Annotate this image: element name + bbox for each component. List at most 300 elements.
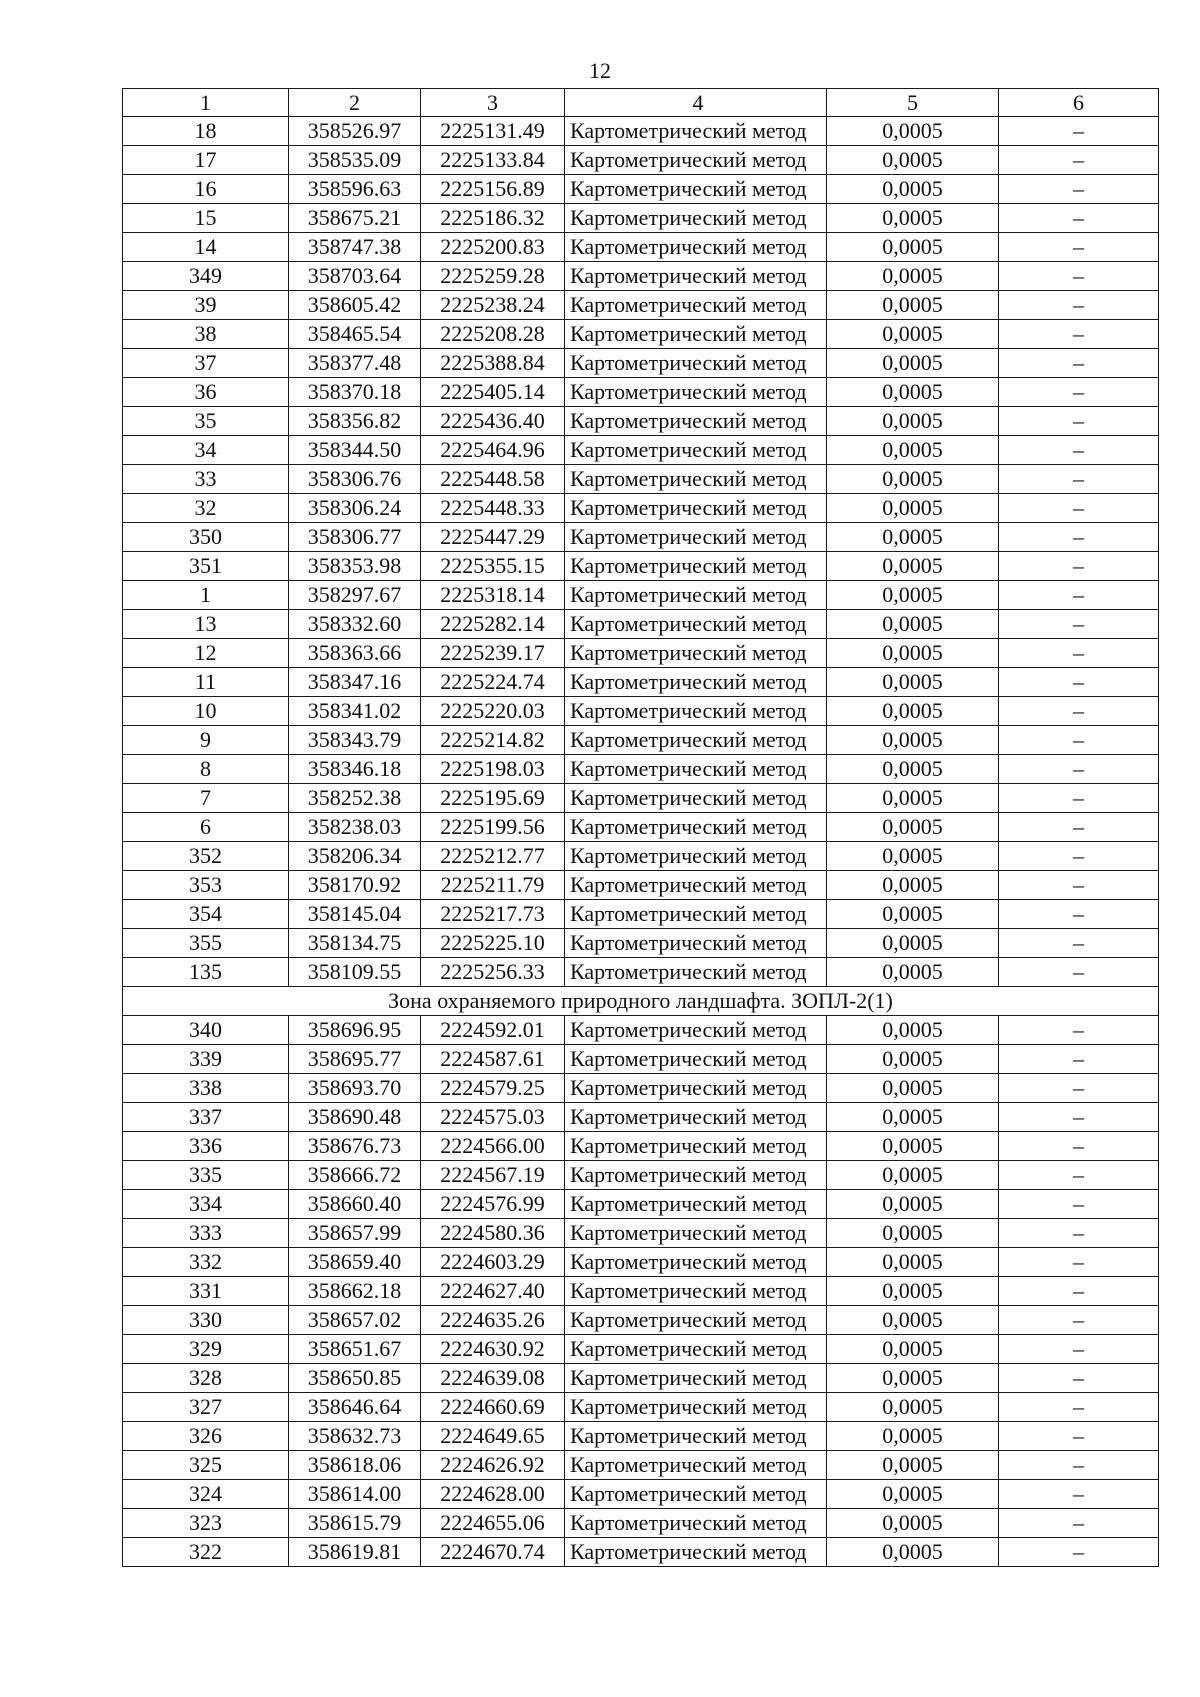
table-row (123, 1016, 1159, 1045)
column-header-3: 3 (421, 89, 565, 117)
method-cell: Картометрический метод (565, 1161, 827, 1190)
note-cell: – (999, 1335, 1159, 1364)
accuracy-cell: 0,0005 (827, 958, 999, 987)
method-cell: Картометрический метод (565, 1422, 827, 1451)
point-number-cell: 33 (123, 465, 289, 494)
column-header-6: 6 (999, 89, 1159, 117)
x-coordinate-cell: 358675.21 (289, 204, 421, 233)
table-row (123, 204, 1159, 233)
accuracy-cell: 0,0005 (827, 494, 999, 523)
table-body (123, 117, 1159, 1567)
x-coordinate-cell: 358238.03 (289, 813, 421, 842)
table-row (123, 494, 1159, 523)
y-coordinate-cell: 2224580.36 (421, 1219, 565, 1248)
x-coordinate-cell: 358605.42 (289, 291, 421, 320)
point-number-cell: 335 (123, 1161, 289, 1190)
point-number-cell: 355 (123, 929, 289, 958)
y-coordinate-cell: 2225131.49 (421, 117, 565, 146)
table-row (123, 1103, 1159, 1132)
x-coordinate-cell: 358651.67 (289, 1335, 421, 1364)
table-row (123, 175, 1159, 204)
accuracy-cell: 0,0005 (827, 1393, 999, 1422)
accuracy-cell: 0,0005 (827, 407, 999, 436)
method-cell: Картометрический метод (565, 291, 827, 320)
method-cell: Картометрический метод (565, 1364, 827, 1393)
note-cell: – (999, 1538, 1159, 1567)
y-coordinate-cell: 2225186.32 (421, 204, 565, 233)
method-cell: Картометрический метод (565, 1393, 827, 1422)
x-coordinate-cell: 358343.79 (289, 726, 421, 755)
point-number-cell: 13 (123, 610, 289, 639)
y-coordinate-cell: 2225464.96 (421, 436, 565, 465)
accuracy-cell: 0,0005 (827, 1190, 999, 1219)
point-number-cell: 330 (123, 1306, 289, 1335)
note-cell: – (999, 407, 1159, 436)
note-cell: – (999, 1393, 1159, 1422)
method-cell: Картометрический метод (565, 465, 827, 494)
accuracy-cell: 0,0005 (827, 378, 999, 407)
y-coordinate-cell: 2225133.84 (421, 146, 565, 175)
y-coordinate-cell: 2224628.00 (421, 1480, 565, 1509)
y-coordinate-cell: 2225447.29 (421, 523, 565, 552)
x-coordinate-cell: 358306.24 (289, 494, 421, 523)
accuracy-cell: 0,0005 (827, 320, 999, 349)
method-cell: Картометрический метод (565, 784, 827, 813)
x-coordinate-cell: 358346.18 (289, 755, 421, 784)
point-number-cell: 1 (123, 581, 289, 610)
accuracy-cell: 0,0005 (827, 610, 999, 639)
note-cell: – (999, 378, 1159, 407)
point-number-cell: 38 (123, 320, 289, 349)
method-cell: Картометрический метод (565, 1335, 827, 1364)
method-cell: Картометрический метод (565, 349, 827, 378)
x-coordinate-cell: 358596.63 (289, 175, 421, 204)
x-coordinate-cell: 358662.18 (289, 1277, 421, 1306)
point-number-cell: 328 (123, 1364, 289, 1393)
table-header (123, 89, 1159, 117)
note-cell: – (999, 1509, 1159, 1538)
table-row (123, 1248, 1159, 1277)
y-coordinate-cell: 2225436.40 (421, 407, 565, 436)
accuracy-cell: 0,0005 (827, 1364, 999, 1393)
method-cell: Картометрический метод (565, 523, 827, 552)
note-cell: – (999, 726, 1159, 755)
y-coordinate-cell: 2225220.03 (421, 697, 565, 726)
x-coordinate-cell: 358618.06 (289, 1451, 421, 1480)
accuracy-cell: 0,0005 (827, 1248, 999, 1277)
table-row (123, 320, 1159, 349)
note-cell: – (999, 1451, 1159, 1480)
note-cell: – (999, 146, 1159, 175)
note-cell: – (999, 233, 1159, 262)
note-cell: – (999, 871, 1159, 900)
table-row (123, 1393, 1159, 1422)
method-cell: Картометрический метод (565, 320, 827, 349)
accuracy-cell: 0,0005 (827, 1045, 999, 1074)
note-cell: – (999, 1016, 1159, 1045)
table-row (123, 1161, 1159, 1190)
note-cell: – (999, 813, 1159, 842)
note-cell: – (999, 1306, 1159, 1335)
x-coordinate-cell: 358695.77 (289, 1045, 421, 1074)
point-number-cell: 324 (123, 1480, 289, 1509)
point-number-cell: 16 (123, 175, 289, 204)
accuracy-cell: 0,0005 (827, 175, 999, 204)
y-coordinate-cell: 2224579.25 (421, 1074, 565, 1103)
x-coordinate-cell: 358306.76 (289, 465, 421, 494)
x-coordinate-cell: 358696.95 (289, 1016, 421, 1045)
table-row (123, 1335, 1159, 1364)
accuracy-cell: 0,0005 (827, 581, 999, 610)
x-coordinate-cell: 358535.09 (289, 146, 421, 175)
point-number-cell: 329 (123, 1335, 289, 1364)
point-number-cell: 322 (123, 1538, 289, 1567)
y-coordinate-cell: 2224567.19 (421, 1161, 565, 1190)
accuracy-cell: 0,0005 (827, 1306, 999, 1335)
note-cell: – (999, 320, 1159, 349)
y-coordinate-cell: 2225156.89 (421, 175, 565, 204)
table-row (123, 726, 1159, 755)
method-cell: Картометрический метод (565, 813, 827, 842)
method-cell: Картометрический метод (565, 697, 827, 726)
note-cell: – (999, 1161, 1159, 1190)
y-coordinate-cell: 2225208.28 (421, 320, 565, 349)
note-cell: – (999, 494, 1159, 523)
x-coordinate-cell: 358666.72 (289, 1161, 421, 1190)
table-row (123, 668, 1159, 697)
table-row (123, 784, 1159, 813)
y-coordinate-cell: 2224592.01 (421, 1016, 565, 1045)
section-row (123, 987, 1159, 1016)
point-number-cell: 332 (123, 1248, 289, 1277)
table-row (123, 1074, 1159, 1103)
x-coordinate-cell: 358109.55 (289, 958, 421, 987)
column-header-5: 5 (827, 89, 999, 117)
table-row (123, 1132, 1159, 1161)
method-cell: Картометрический метод (565, 494, 827, 523)
table-row (123, 958, 1159, 987)
accuracy-cell: 0,0005 (827, 697, 999, 726)
table-row (123, 1045, 1159, 1074)
table-row (123, 610, 1159, 639)
y-coordinate-cell: 2225448.58 (421, 465, 565, 494)
point-number-cell: 10 (123, 697, 289, 726)
accuracy-cell: 0,0005 (827, 1538, 999, 1567)
note-cell: – (999, 1422, 1159, 1451)
point-number-cell: 337 (123, 1103, 289, 1132)
note-cell: – (999, 175, 1159, 204)
accuracy-cell: 0,0005 (827, 1016, 999, 1045)
point-number-cell: 6 (123, 813, 289, 842)
y-coordinate-cell: 2225388.84 (421, 349, 565, 378)
y-coordinate-cell: 2224575.03 (421, 1103, 565, 1132)
accuracy-cell: 0,0005 (827, 349, 999, 378)
section-title: Зона охраняемого природного ландшафта. ЗОПЛ-2(1) (123, 987, 1159, 1016)
point-number-cell: 339 (123, 1045, 289, 1074)
method-cell: Картометрический метод (565, 1451, 827, 1480)
point-number-cell: 327 (123, 1393, 289, 1422)
x-coordinate-cell: 358377.48 (289, 349, 421, 378)
x-coordinate-cell: 358690.48 (289, 1103, 421, 1132)
table-row (123, 929, 1159, 958)
point-number-cell: 334 (123, 1190, 289, 1219)
table-row (123, 813, 1159, 842)
method-cell: Картометрический метод (565, 958, 827, 987)
point-number-cell: 34 (123, 436, 289, 465)
table-row (123, 1480, 1159, 1509)
y-coordinate-cell: 2225238.24 (421, 291, 565, 320)
method-cell: Картометрический метод (565, 581, 827, 610)
page-number: 12 (589, 58, 611, 83)
table-row (123, 233, 1159, 262)
table-row (123, 581, 1159, 610)
note-cell: – (999, 668, 1159, 697)
point-number-cell: 8 (123, 755, 289, 784)
accuracy-cell: 0,0005 (827, 552, 999, 581)
x-coordinate-cell: 358703.64 (289, 262, 421, 291)
x-coordinate-cell: 358660.40 (289, 1190, 421, 1219)
y-coordinate-cell: 2224649.65 (421, 1422, 565, 1451)
table-row (123, 291, 1159, 320)
header-row (123, 89, 1159, 117)
x-coordinate-cell: 358632.73 (289, 1422, 421, 1451)
accuracy-cell: 0,0005 (827, 1451, 999, 1480)
x-coordinate-cell: 358659.40 (289, 1248, 421, 1277)
point-number-cell: 331 (123, 1277, 289, 1306)
table-row (123, 436, 1159, 465)
table-row (123, 871, 1159, 900)
accuracy-cell: 0,0005 (827, 668, 999, 697)
table-row (123, 1190, 1159, 1219)
accuracy-cell: 0,0005 (827, 523, 999, 552)
x-coordinate-cell: 358341.02 (289, 697, 421, 726)
y-coordinate-cell: 2224576.99 (421, 1190, 565, 1219)
y-coordinate-cell: 2225225.10 (421, 929, 565, 958)
method-cell: Картометрический метод (565, 204, 827, 233)
method-cell: Картометрический метод (565, 1480, 827, 1509)
accuracy-cell: 0,0005 (827, 900, 999, 929)
note-cell: – (999, 784, 1159, 813)
method-cell: Картометрический метод (565, 1509, 827, 1538)
note-cell: – (999, 1277, 1159, 1306)
x-coordinate-cell: 358297.67 (289, 581, 421, 610)
column-header-2: 2 (289, 89, 421, 117)
accuracy-cell: 0,0005 (827, 813, 999, 842)
x-coordinate-cell: 358646.64 (289, 1393, 421, 1422)
point-number-cell: 15 (123, 204, 289, 233)
note-cell: – (999, 1045, 1159, 1074)
y-coordinate-cell: 2224639.08 (421, 1364, 565, 1393)
x-coordinate-cell: 358170.92 (289, 871, 421, 900)
point-number-cell: 7 (123, 784, 289, 813)
method-cell: Картометрический метод (565, 378, 827, 407)
x-coordinate-cell: 358526.97 (289, 117, 421, 146)
y-coordinate-cell: 2225212.77 (421, 842, 565, 871)
note-cell: – (999, 842, 1159, 871)
y-coordinate-cell: 2224660.69 (421, 1393, 565, 1422)
x-coordinate-cell: 358747.38 (289, 233, 421, 262)
accuracy-cell: 0,0005 (827, 842, 999, 871)
note-cell: – (999, 349, 1159, 378)
y-coordinate-cell: 2225318.14 (421, 581, 565, 610)
table-row (123, 842, 1159, 871)
method-cell: Картометрический метод (565, 1045, 827, 1074)
accuracy-cell: 0,0005 (827, 929, 999, 958)
point-number-cell: 39 (123, 291, 289, 320)
table-row (123, 1364, 1159, 1393)
note-cell: – (999, 1480, 1159, 1509)
table-row (123, 146, 1159, 175)
table-row (123, 1538, 1159, 1567)
y-coordinate-cell: 2224566.00 (421, 1132, 565, 1161)
accuracy-cell: 0,0005 (827, 1103, 999, 1132)
note-cell: – (999, 755, 1159, 784)
x-coordinate-cell: 358353.98 (289, 552, 421, 581)
accuracy-cell: 0,0005 (827, 1422, 999, 1451)
table-row (123, 1306, 1159, 1335)
accuracy-cell: 0,0005 (827, 1509, 999, 1538)
method-cell: Картометрический метод (565, 175, 827, 204)
x-coordinate-cell: 358134.75 (289, 929, 421, 958)
x-coordinate-cell: 358347.16 (289, 668, 421, 697)
y-coordinate-cell: 2225214.82 (421, 726, 565, 755)
note-cell: – (999, 204, 1159, 233)
table-row (123, 755, 1159, 784)
point-number-cell: 336 (123, 1132, 289, 1161)
note-cell: – (999, 639, 1159, 668)
y-coordinate-cell: 2225448.33 (421, 494, 565, 523)
y-coordinate-cell: 2224670.74 (421, 1538, 565, 1567)
point-number-cell: 353 (123, 871, 289, 900)
point-number-cell: 135 (123, 958, 289, 987)
point-number-cell: 18 (123, 117, 289, 146)
note-cell: – (999, 436, 1159, 465)
method-cell: Картометрический метод (565, 1219, 827, 1248)
y-coordinate-cell: 2225239.17 (421, 639, 565, 668)
table-row (123, 1422, 1159, 1451)
note-cell: – (999, 1248, 1159, 1277)
accuracy-cell: 0,0005 (827, 117, 999, 146)
column-header-1: 1 (123, 89, 289, 117)
y-coordinate-cell: 2224655.06 (421, 1509, 565, 1538)
point-number-cell: 32 (123, 494, 289, 523)
point-number-cell: 9 (123, 726, 289, 755)
x-coordinate-cell: 358657.99 (289, 1219, 421, 1248)
accuracy-cell: 0,0005 (827, 726, 999, 755)
accuracy-cell: 0,0005 (827, 1335, 999, 1364)
accuracy-cell: 0,0005 (827, 262, 999, 291)
y-coordinate-cell: 2224587.61 (421, 1045, 565, 1074)
method-cell: Картометрический метод (565, 755, 827, 784)
point-number-cell: 333 (123, 1219, 289, 1248)
accuracy-cell: 0,0005 (827, 1277, 999, 1306)
note-cell: – (999, 1219, 1159, 1248)
table-row (123, 552, 1159, 581)
y-coordinate-cell: 2224630.92 (421, 1335, 565, 1364)
x-coordinate-cell: 358356.82 (289, 407, 421, 436)
point-number-cell: 340 (123, 1016, 289, 1045)
method-cell: Картометрический метод (565, 871, 827, 900)
point-number-cell: 326 (123, 1422, 289, 1451)
point-number-cell: 325 (123, 1451, 289, 1480)
table-row (123, 523, 1159, 552)
method-cell: Картометрический метод (565, 1538, 827, 1567)
x-coordinate-cell: 358370.18 (289, 378, 421, 407)
point-number-cell: 36 (123, 378, 289, 407)
accuracy-cell: 0,0005 (827, 1132, 999, 1161)
y-coordinate-cell: 2224635.26 (421, 1306, 565, 1335)
method-cell: Картометрический метод (565, 262, 827, 291)
accuracy-cell: 0,0005 (827, 1219, 999, 1248)
column-header-4: 4 (565, 89, 827, 117)
method-cell: Картометрический метод (565, 552, 827, 581)
table-row (123, 117, 1159, 146)
accuracy-cell: 0,0005 (827, 755, 999, 784)
x-coordinate-cell: 358344.50 (289, 436, 421, 465)
method-cell: Картометрический метод (565, 117, 827, 146)
x-coordinate-cell: 358306.77 (289, 523, 421, 552)
note-cell: – (999, 1364, 1159, 1393)
accuracy-cell: 0,0005 (827, 871, 999, 900)
x-coordinate-cell: 358332.60 (289, 610, 421, 639)
table-row (123, 465, 1159, 494)
method-cell: Картометрический метод (565, 1074, 827, 1103)
table-row (123, 407, 1159, 436)
x-coordinate-cell: 358145.04 (289, 900, 421, 929)
note-cell: – (999, 465, 1159, 494)
point-number-cell: 37 (123, 349, 289, 378)
method-cell: Картометрический метод (565, 1190, 827, 1219)
table-row (123, 697, 1159, 726)
accuracy-cell: 0,0005 (827, 1074, 999, 1103)
point-number-cell: 338 (123, 1074, 289, 1103)
x-coordinate-cell: 358363.66 (289, 639, 421, 668)
accuracy-cell: 0,0005 (827, 784, 999, 813)
y-coordinate-cell: 2224603.29 (421, 1248, 565, 1277)
y-coordinate-cell: 2224627.40 (421, 1277, 565, 1306)
method-cell: Картометрический метод (565, 436, 827, 465)
method-cell: Картометрический метод (565, 842, 827, 871)
table-row (123, 1509, 1159, 1538)
method-cell: Картометрический метод (565, 1016, 827, 1045)
y-coordinate-cell: 2225259.28 (421, 262, 565, 291)
point-number-cell: 14 (123, 233, 289, 262)
accuracy-cell: 0,0005 (827, 291, 999, 320)
table-row (123, 639, 1159, 668)
accuracy-cell: 0,0005 (827, 639, 999, 668)
method-cell: Картометрический метод (565, 726, 827, 755)
point-number-cell: 35 (123, 407, 289, 436)
point-number-cell: 11 (123, 668, 289, 697)
y-coordinate-cell: 2225355.15 (421, 552, 565, 581)
table-row (123, 262, 1159, 291)
method-cell: Картометрический метод (565, 1103, 827, 1132)
point-number-cell: 17 (123, 146, 289, 175)
accuracy-cell: 0,0005 (827, 204, 999, 233)
x-coordinate-cell: 358650.85 (289, 1364, 421, 1393)
x-coordinate-cell: 358657.02 (289, 1306, 421, 1335)
y-coordinate-cell: 2225217.73 (421, 900, 565, 929)
coordinates-table (122, 88, 1159, 1567)
note-cell: – (999, 1103, 1159, 1132)
point-number-cell: 352 (123, 842, 289, 871)
note-cell: – (999, 1190, 1159, 1219)
note-cell: – (999, 697, 1159, 726)
x-coordinate-cell: 358676.73 (289, 1132, 421, 1161)
y-coordinate-cell: 2224626.92 (421, 1451, 565, 1480)
method-cell: Картометрический метод (565, 146, 827, 175)
method-cell: Картометрический метод (565, 929, 827, 958)
